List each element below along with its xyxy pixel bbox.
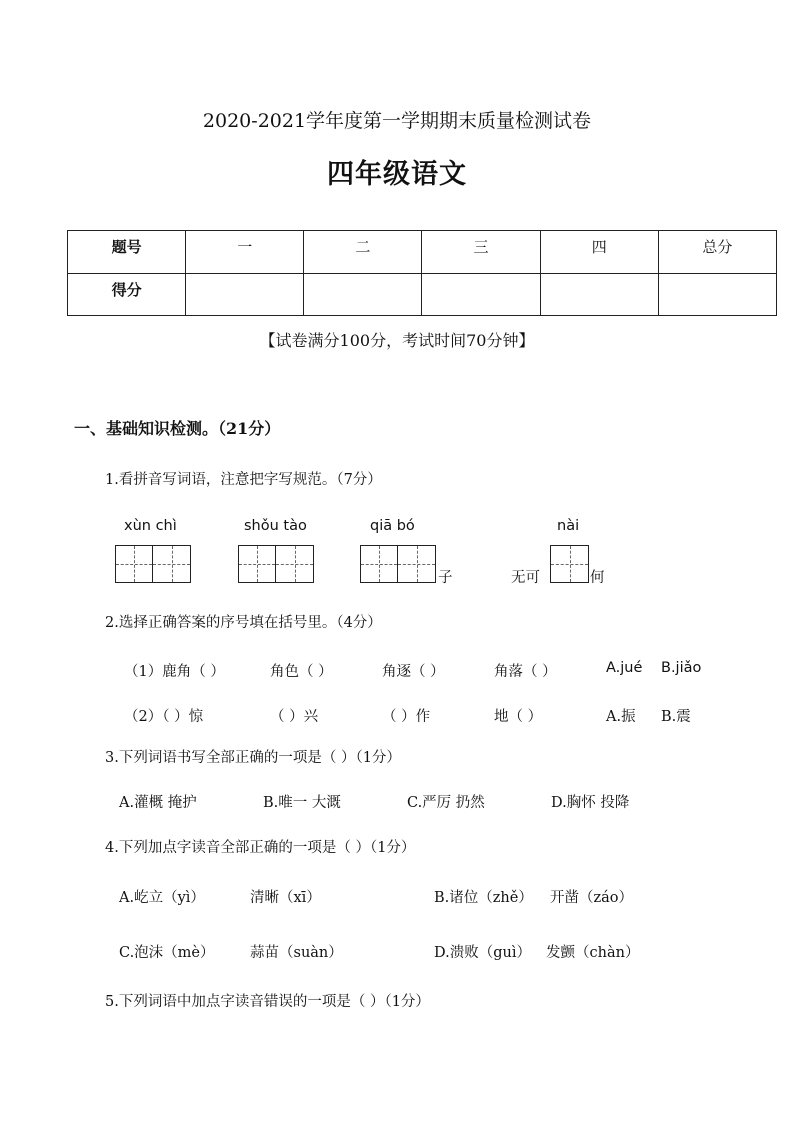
score-cell-total: 总分 bbox=[658, 231, 776, 274]
score-cell-2: 二 bbox=[304, 231, 422, 274]
writing-cell[interactable] bbox=[239, 546, 276, 582]
q4-option-b: B.诸位（zhě） bbox=[434, 890, 533, 906]
question-1: 1.看拼音写词语，注意把字写规范。（7分） bbox=[105, 472, 382, 488]
writing-grid-4[interactable] bbox=[550, 545, 589, 583]
q2-item-2-4: 地（ ） bbox=[494, 709, 543, 725]
q4-option-c-2: 蒜苗（suàn） bbox=[250, 945, 343, 961]
score-input-2[interactable] bbox=[304, 273, 422, 316]
q4-option-a-2: 清晰（xī） bbox=[250, 890, 321, 906]
q3-option-d: D.胸怀 投降 bbox=[551, 795, 630, 811]
score-input-3[interactable] bbox=[422, 273, 540, 316]
suffix-zi: 子 bbox=[438, 570, 453, 586]
q4-option-b-2: 开凿（záo） bbox=[550, 890, 634, 906]
writing-grid-2[interactable] bbox=[238, 545, 314, 583]
prefix-wuke: 无可 bbox=[511, 570, 540, 586]
q2-option-1-a: A.jué bbox=[606, 660, 643, 676]
q2-item-1-2: 角色（ ） bbox=[270, 664, 333, 680]
writing-cell[interactable] bbox=[276, 546, 313, 582]
writing-grid-3[interactable] bbox=[360, 545, 436, 583]
writing-cell[interactable] bbox=[153, 546, 190, 582]
pinyin-3: qiā bó bbox=[370, 518, 415, 534]
q2-item-2-2: （ ）兴 bbox=[270, 709, 319, 725]
suffix-he: 何 bbox=[590, 570, 605, 586]
q4-option-c: C.泡沫（mè） bbox=[119, 945, 215, 961]
exam-note: 【试卷满分100分，考试时间70分钟】 bbox=[259, 331, 535, 350]
score-row-label: 得分 bbox=[68, 273, 186, 316]
writing-grid-1[interactable] bbox=[115, 545, 191, 583]
pinyin-1: xùn chì bbox=[124, 518, 177, 534]
q4-option-d-2: 发颤（chàn） bbox=[546, 945, 640, 961]
score-cell-label: 题号 bbox=[68, 231, 186, 274]
score-cell-3: 三 bbox=[422, 231, 540, 274]
score-input-total[interactable] bbox=[658, 273, 776, 316]
q3-option-a: A.灌概 掩护 bbox=[119, 795, 197, 811]
q2-item-2-3: （ ）作 bbox=[382, 709, 431, 725]
q4-option-d: D.溃败（guì） bbox=[434, 945, 531, 961]
score-table-header-row bbox=[68, 231, 777, 274]
q2-item-2-1: （2）（ ）惊 bbox=[124, 709, 204, 725]
score-input-1[interactable] bbox=[186, 273, 304, 316]
q3-option-b: B.唯一 大溉 bbox=[263, 795, 341, 811]
q2-item-1-4: 角落（ ） bbox=[494, 664, 557, 680]
section-heading: 一、基础知识检测。（21分） bbox=[74, 419, 281, 438]
q4-option-a: A.屹立（yì） bbox=[119, 890, 205, 906]
score-cell-4: 四 bbox=[540, 231, 658, 274]
q2-item-1-3: 角逐（ ） bbox=[382, 664, 445, 680]
question-4: 4.下列加点字读音全部正确的一项是（ ）（1分） bbox=[105, 840, 416, 856]
q2-option-1-b: B.jiǎo bbox=[661, 660, 702, 676]
score-table bbox=[67, 230, 777, 316]
exam-subtitle: 2020-2021学年度第一学期期末质量检测试卷 bbox=[202, 110, 592, 132]
question-5: 5.下列词语中加点字读音错误的一项是（ ）（1分） bbox=[105, 994, 430, 1010]
exam-title: 四年级语文 bbox=[327, 159, 467, 190]
score-input-4[interactable] bbox=[540, 273, 658, 316]
q2-option-2-a: A.振 bbox=[606, 709, 636, 725]
writing-cell[interactable] bbox=[398, 546, 435, 582]
question-2: 2.选择正确答案的序号填在括号里。（4分） bbox=[105, 615, 382, 631]
pinyin-4: nài bbox=[557, 518, 580, 534]
q2-option-2-b: B.震 bbox=[661, 709, 691, 725]
writing-cell[interactable] bbox=[551, 546, 588, 582]
q2-item-1-1: （1）鹿角（ ） bbox=[124, 664, 225, 680]
q3-option-c: C.严厉 扔然 bbox=[407, 795, 485, 811]
writing-cell[interactable] bbox=[116, 546, 153, 582]
writing-cell[interactable] bbox=[361, 546, 398, 582]
score-table-score-row bbox=[68, 273, 777, 316]
score-cell-1: 一 bbox=[186, 231, 304, 274]
question-3: 3.下列词语书写全部正确的一项是（ ）（1分） bbox=[105, 750, 401, 766]
pinyin-2: shǒu tào bbox=[244, 518, 307, 534]
